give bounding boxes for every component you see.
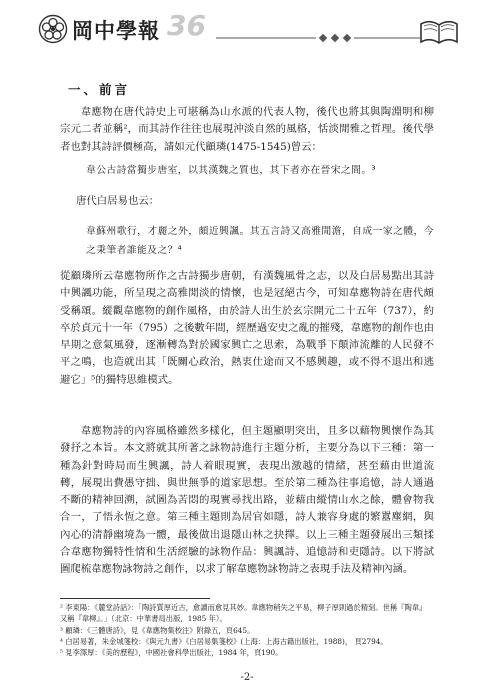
footnote-2: ² 李東陽：《麓堂詩話》：「陶詩質厚近古，愈讀而愈見其妙。韋應物稍失之平易，柳子厚則過於精刻。世稱『陶韋』又稱『韋柳』。」（北京：中華書局出版，1985 年）。: [60, 603, 427, 623]
issue-number: 36: [167, 9, 206, 42]
paragraph-intro: 韋應物在唐代詩史上可堪稱為山水派的代表人物，後代也將其與陶淵明和柳宗元二者並稱²，而其詩作往往也展現沖淡自然的風格，恬淡閒雅之哲理。後代學者也對其詩評價極高，請如元代顧璘(1475-1545)曾云：: [60, 106, 434, 153]
decorative-divider: [216, 32, 420, 44]
flower-emblem-icon: [38, 14, 68, 44]
footnote-3: ³ 顧璘：《三體唐詩》，見《韋應物集校注》附錄五，頁645。: [60, 626, 255, 635]
section-heading: 一、前言: [68, 82, 131, 97]
quotation-bai-juyi: 韋蘇州歌行，才麗之外，頗近興諷。其五言詩又高雅閒澹，自成一家之體，今之秉筆者誰能及之？⁴: [86, 226, 434, 256]
paragraph-analysis: 從顧璘所云韋應物所作之古詩獨步唐朝，有漢魏風骨之志，以及白居易點出其詩中興諷功能，所呈現之高雅閒淡的情懷，也是冠絕古今，可知韋應物詩在唐代頗受稱頌。縱觀韋應物的創作風格，由於詩人出生於玄宗開元二十五年（737），約卒於貞元十一年（795）之後數年間，經歷過安史之亂的摧殘，韋應物的創作也由早期之意氣風發，逐漸轉為對於國家興亡之思索，為戰爭下顛沛流離的人民發不平之鳴，也造就出其「既關心政治，熱衷仕途而又不感興趣，或不得不退出和逃避它」⁵的獨特思維模式。: [60, 270, 434, 386]
footnote-4: ⁴ 白居易著，朱金城箋校：《與元九書》《白居易集箋校》(上海：上海古籍出版社，1988)， 頁2794。: [60, 637, 388, 646]
page-header: [0, 0, 494, 60]
page-number: -2-: [240, 672, 254, 683]
paragraph-bai-juyi-intro: 唐代白居易也云：: [76, 195, 160, 207]
quotation-gu-lin: 韋公古詩當獨步唐室，以其漢魏之質也，其下者亦在晉宋之間。³: [86, 165, 376, 176]
journal-title: 岡中學報: [72, 18, 160, 43]
footnote-5: ⁵ 見李澤厚：《美的歷程》，中國社會科學出版社，1984 年，頁190。: [60, 648, 283, 657]
footnote-divider: [60, 598, 210, 599]
paragraph-themes: 韋應物詩的內容風格雖然多樣化，但主題顯明突出，且多以藉物興懷作為其發抒之本旨。本文將就其所著之詠物詩進行主題分析，主要分為以下三種：第一種為針對時局而生興諷，詩人着眼現實，表現出激越的情緒，甚至藉由世道流轉，展現出費愚守拙、與世無爭的道家思想。至於第二種為往事追憶，詩人通過不斷的精神回溯，試圖為苦悶的現實尋找出路，並藉由縱情山水之餘，體會物我合一，了悟永恆之意。第三種主題則為居官如隱，詩人兼容身處的繁囂塵網，與內心的清靜幽境為一體，最後做出退隱山林之抉擇。以上三種主題發展出三類揉合韋應物獨特性情和生活經驗的詠物作品：興諷詩、追憶詩和吏隱詩。以下將試圖爬梳韋應物詠物詩之創作，以求了解韋應物詠物詩之表現手法及精神內涵。: [60, 425, 434, 576]
open-book-icon: [418, 14, 460, 48]
